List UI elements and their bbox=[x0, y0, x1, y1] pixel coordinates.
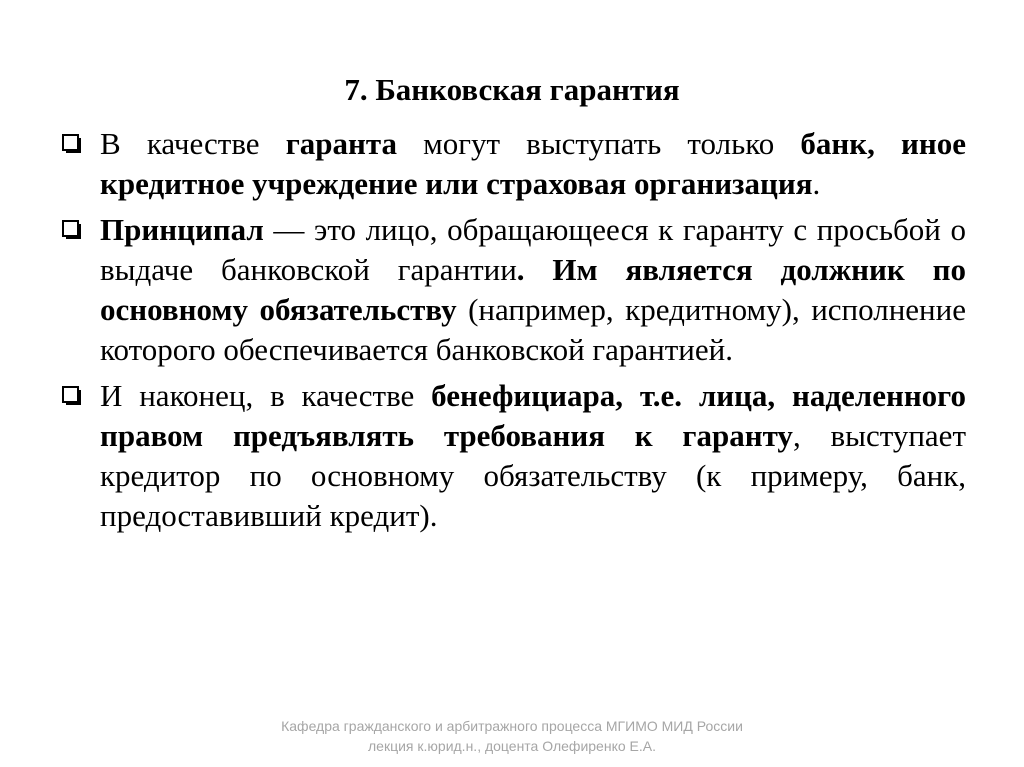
bold-run: банк, иное кредитное учреждение или страховая организация bbox=[100, 126, 966, 201]
checkbox-icon bbox=[62, 376, 82, 416]
bullet-text-guarantor bbox=[100, 124, 966, 204]
bullet-item-principal bbox=[62, 210, 966, 370]
bullet-item-beneficiary bbox=[62, 376, 966, 536]
checkbox-icon bbox=[62, 210, 82, 250]
text-run: И наконец, в качестве bbox=[100, 378, 432, 413]
text-run: . bbox=[812, 166, 821, 201]
text-run: могут выступать только bbox=[397, 126, 801, 161]
checkbox-icon bbox=[62, 124, 82, 164]
bold-run: гаранта bbox=[285, 126, 398, 161]
slide-title: 7. Банковская гарантия bbox=[344, 72, 680, 107]
text-run: — это лицо, обращающееся к гаранту с просьбой о выдаче банковской гарантии bbox=[100, 212, 966, 287]
bold-run: бенефициара, т.е. лица, наделенного правом предъявлять требования к гаранту bbox=[100, 378, 966, 453]
text-run: (например, кредитному), исполнение которого обеспечивается банковской гарантией. bbox=[100, 292, 966, 367]
footer-department: Кафедра гражданского и арбитражного процесса МГИМО МИД России bbox=[281, 718, 743, 734]
bold-run: Принципал bbox=[100, 212, 264, 247]
bullet-list bbox=[62, 124, 966, 542]
footer-lecturer: лекция к.юрид.н., доцента Олефиренко Е.А. bbox=[368, 738, 656, 754]
bullet-item-guarantor bbox=[62, 124, 966, 204]
text-run: , выступает кредитор по основному обязательству (к примеру, банк, предоставивший кредит). bbox=[100, 418, 966, 533]
bullet-text-beneficiary bbox=[100, 376, 966, 536]
bold-run: . Им является должник по основному обязательству bbox=[100, 252, 966, 327]
text-run: В качестве bbox=[100, 126, 286, 161]
bullet-text-principal bbox=[100, 210, 966, 370]
slide-footer bbox=[0, 716, 1024, 756]
